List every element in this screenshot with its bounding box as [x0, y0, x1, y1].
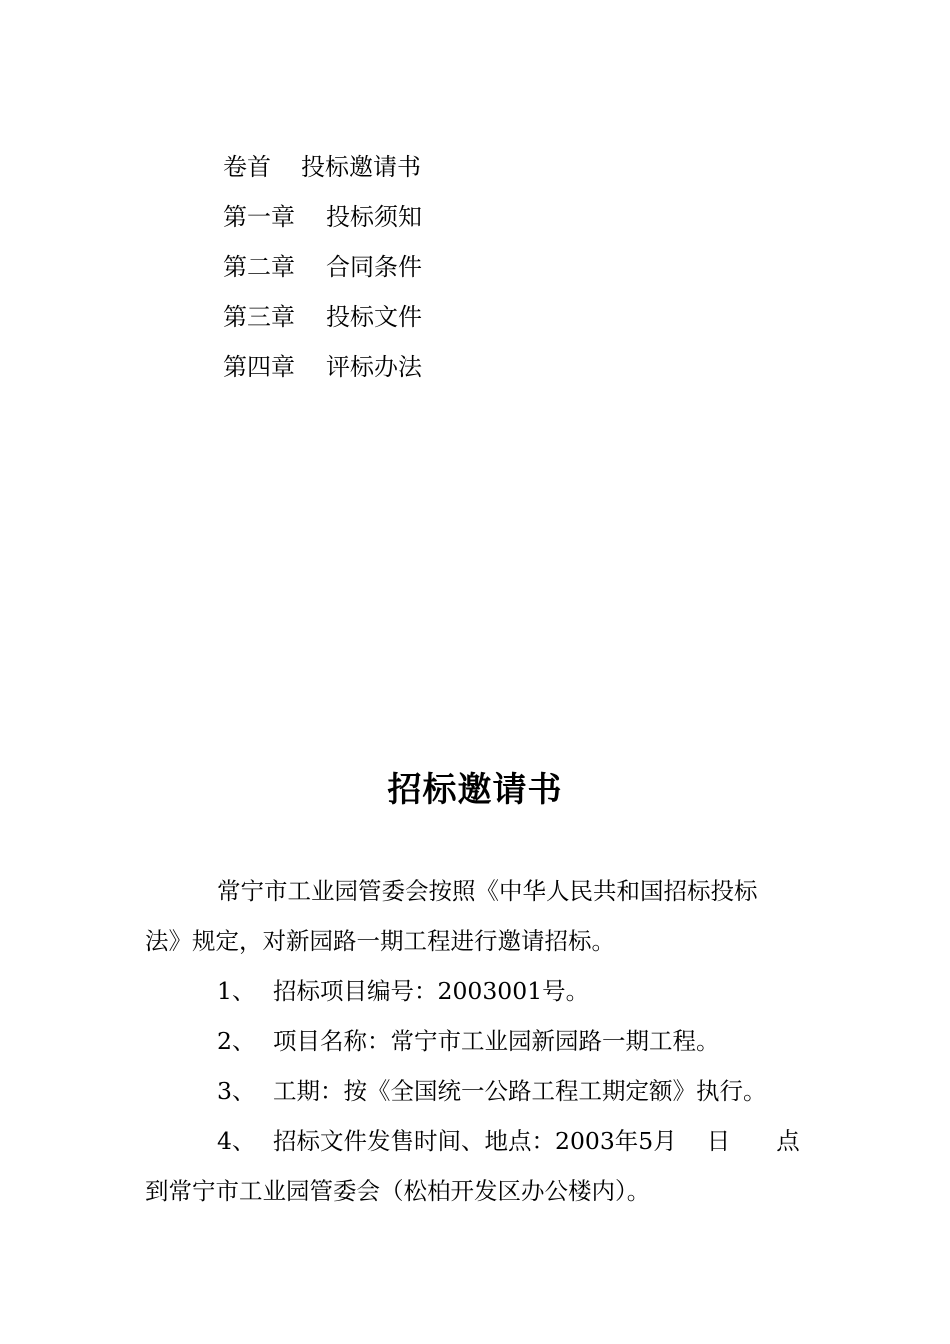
toc-item-number: 第一章 [223, 203, 295, 231]
table-of-contents [223, 146, 623, 396]
list-item-text: 工期：按《全国统一公路工程工期定额》执行。 [273, 1077, 767, 1105]
list-item-number: 3、 [217, 1077, 256, 1105]
list-item-text: 招标文件发售时间、地点：2003年5月 [273, 1127, 677, 1155]
toc-item-title: 投标文件 [326, 303, 422, 331]
toc-item [223, 296, 623, 346]
list-item-text: 项目名称：常宁市工业园新园路一期工程。 [273, 1027, 720, 1055]
list-item [145, 1016, 811, 1066]
list-item-blank-day: 日 [706, 1127, 731, 1155]
toc-item [223, 196, 623, 246]
list-item-number: 2、 [217, 1027, 256, 1055]
intro-line-1: 常宁市工业园管委会按照《中华人民共和国招标投标 [217, 877, 758, 905]
toc-item-title: 投标须知 [326, 203, 422, 231]
list-item [145, 1116, 811, 1166]
list-item-number: 4、 [217, 1127, 256, 1155]
list-item [145, 966, 811, 1016]
list-item-continuation: 到常宁市工业园管委会（松柏开发区办公楼内）。 [145, 1177, 651, 1205]
toc-item-title: 投标邀请书 [301, 153, 421, 181]
intro-line-2: 法》规定，对新园路一期工程进行邀请招标。 [145, 927, 615, 955]
list-item-text: 招标项目编号：2003001号。 [273, 977, 590, 1005]
toc-item-number: 卷首 [223, 153, 271, 181]
toc-item-number: 第三章 [223, 303, 295, 331]
toc-item [223, 246, 623, 296]
list-item [145, 1066, 811, 1116]
toc-item-title: 评标办法 [326, 353, 422, 381]
toc-item [223, 146, 623, 196]
document-body [145, 866, 811, 1216]
toc-item-number: 第二章 [223, 253, 295, 281]
toc-item-number: 第四章 [223, 353, 295, 381]
list-item-blank-hour: 点 [776, 1127, 800, 1155]
list-item-number: 1、 [217, 977, 256, 1005]
toc-item-title: 合同条件 [326, 253, 422, 281]
toc-item [223, 346, 623, 396]
document-title: 招标邀请书 [387, 770, 563, 810]
